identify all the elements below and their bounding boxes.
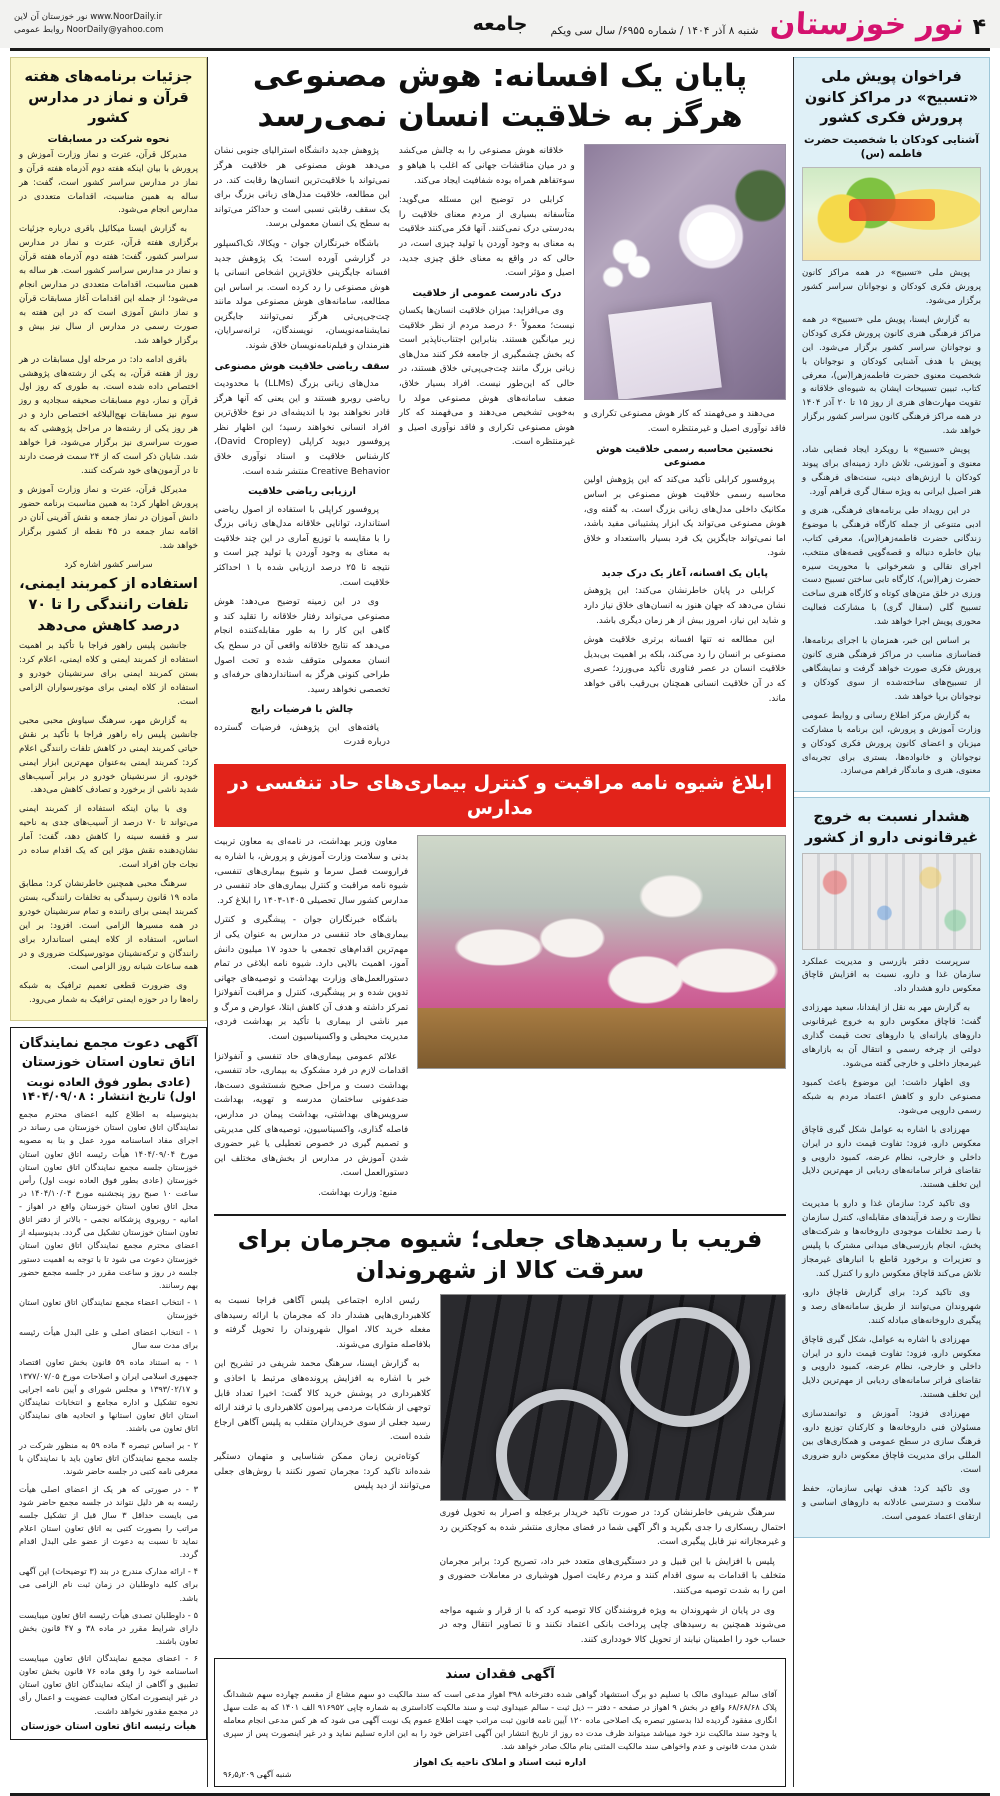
- sidebar-story-tasbih: [793, 57, 990, 792]
- fraud-story: [214, 1294, 786, 1652]
- lead-paragraph: می‌دهند و می‌فهمند که کار هوش مصنوعی تکراری و فاقد نوآوری اصیل و غیرمنتظره است.: [584, 407, 786, 436]
- cooperative-assembly-ad: [10, 1027, 207, 1739]
- left-sidebar: [10, 57, 207, 1787]
- lead-paragraph: وی می‌افزاید: میزان خلاقیت انسان‌ها یکسان نیست؛ معمولاً ۶۰ درصد مردم از نظر خلاقیت زیر میانگین هستند. بنابراین اجتناب‌ناپذیر است که بخش چشمگیری از جامعه فکر کنند مدل‌های زبانی بزرگ مانند چت‌جی‌پی‌تی خلاق هستند، در حالی که این‌طور نیست. افراد بسیار خلاق، ضعف سامانه‌های هوش مصنوعی مولد را به‌خوبی تشخیص می‌دهند و می‌فهمند که کار هوش مصنوعی تکراری و فاقد نوآوری اصیل و غیرمنتظره است.: [399, 304, 575, 450]
- handcuffs-on-laptop-photo: [440, 1294, 786, 1501]
- school-health-story: [214, 835, 786, 1205]
- lead-paragraph: این مطالعه نه تنها افسانه برتری خلاقیت هوش مصنوعی بر انسان را رد می‌کند، بلکه بر اهمیت بی‌بدیل خلاقیت انسان در عصر فناوری تأکید می‌ورزد؛ عصری که در آن خلاقیت انسانی همچنان بی‌رقیب باقی خواهد ماند.: [584, 633, 786, 706]
- coop-ad-paragraph: ۴ - ارائه مدارک مندرج در بند (۳ توضیحات) این آگهی برای کلیه داوطلبان در زمان ثبت نام الزامی می باشد.: [19, 1565, 198, 1604]
- lead-paragraph: پروفسور کرابلی تأکید می‌کند که این پژوهش اولین محاسبه رسمی خلاقیت هوش مصنوعی بر اساس مکانیک داخلی مدل‌های زبانی بزرگ است. به گفته وی، هوش مصنوعی می‌تواند یک ابزار پشتیبانی مفید باشد، اما نمی‌تواند جایگزین یک فرد بسیار بااستعداد و خلاق شود.: [584, 473, 786, 561]
- fraud-text-col: [214, 1294, 430, 1652]
- coop-ad-paragraph: ۳ - در صورتی که هر یک از اعضای اصلی هیأت رئیسه به هر دلیل نتواند در جلسه مجمع حاضر شود می بایست حداقل ۳ سال قبل از تشکیل جلسه مراتب را بصورت کتبی به اتاق تعاون استان اعلام نماید تا نسبت به دعوت از عضو علی البدل اقدام گردد.: [19, 1483, 198, 1562]
- quran-paragraph: باقری ادامه داد: در مرحله اول مسابقات در هر روز از هفته قرآن، به یکی از رشته‌های پژوهشی اختصاص داده شده است. به طوری که روز اول قرآن و نماز، دوم مسابقات صحیفه سجادیه و روز سوم نیز مسابقات نهج‌البلاغه اختصاص دارد و در هر روز یکی از رشته‌ها در مراحل پژوهشی که به صورت سراسری نیز برگزار می‌شود، فرا خواهد شد. شایان ذکر است که از ۲۴ سمت فرصت دارند تا در آزمون‌های خود شرکت کنند.: [19, 354, 198, 479]
- lead-paragraph: پژوهش جدید دانشگاه استرالیای جنوبی نشان می‌دهد هوش مصنوعی هر خلاقیت هرگز نمی‌تواند با خلاقیت‌ترین انسان‌ها رقابت کند. در این مطالعه، خلاقیت مدل‌های زبانی بزرگ برای یک سقف رقابتی نسبی است و حداکثر می‌تواند به سطح یک انسان معمولی برسد.: [214, 144, 390, 232]
- quran-kicker: نحوه شرکت در مسابقات: [19, 134, 198, 145]
- lead-paragraph: باشگاه خبرنگاران جوان - ویکالا، تک‌اکسپلور در گزارشی آورده است: یک پژوهش جدید افسانه جایگزینی خلاق‌ترین اشخاص انسانی با هوش مصنوعی را رد کرده است. بر اساس این مطالعه، سامانه‌های هوش مصنوعی مولد مانند چت‌جی‌پی‌تی هرگز نمی‌توانند جایگزین نمایشنامه‌نویسان، نویسندگان، ترانه‌سرایان، هنرمندان و فیلم‌نامه‌نویسان خلاق شوند.: [214, 237, 390, 354]
- lost-doc-title: آگهی فقدان سند: [223, 1666, 777, 1684]
- lost-doc-body: آقای سالم عبیداوی مالک با تسلیم دو برگ استشهاد گواهی شده دفترخانه ۳۹۸ اهواز مدعی است که سند مالکیت دو سهم مشاع از مقسم چهارده سهم ششدانگ پلاک ۶۸/۶۸/۶۸ واقع در بخش ۹ اهواز در صفحه - دفتر -- ذیل ثبت - سالم عبیداوی ثبت و سند مالکیت کاداستری به شماره چاپی ۹۱۶۹۵۲ الف ۱۴۰۱ که به علت سهل انگاری مفقود گردیده لذا بدستور تبصره یک اصلاحی ماده ۱۲۰ آیین نامه قانون ثبت مراتب جهت اطلاع عموم یک نوبت آگهی می شود که هر کس مدعی انجام معامله یا وجود سند مالکیت نزد خود میباشد میتواند ظرف مدت ده روز از تاریخ انتشار این آگهی اعتراض خود را به این اداره تسلیم نماید و در غیر اینصورت پس از سپری شدن مدت قانونی و عدم واخواهی سند مالکیت المثنی بنام مالک صادر خواهد شد.: [223, 1688, 777, 1754]
- coop-ad-paragraph: بدینوسیله به اطلاع کلیه اعضای محترم مجمع نمایندگان اتاق تعاون استان خوزستان می رساند در اجرای مفاد اساسنامه مورد عمل و بنا به مصوبه مورخ ۱۴۰۴/۰۹/۰۴ هیأت رئیسه اتاق تعاون استان خوزستان جلسه مجمع نمایندگان اتاق تعاون استان خوزستان (عادی بطور فوق العاده نوبت اول) رأس ساعت ۱۰ صبح روز پنجشنبه مورخ ۱۴۰۴/۱۰/۰۴ در محل اتاق تعاون استان خوزستان واقع در اهواز - امانیه - روبروی پزشکانه نجمی - بالاتر از دفتر اتاق تعاون استان خوزستان تشکیل می گردد. بدینوسیله از اعضای محترم مجمع نمایندگان اتاق تعاون استان خوزستان دعوت می شود تا با توجه به اهمیت دستور جلسه در روز و ساعت مقرر در جلسه مجمع حضور بهم رسانند.: [19, 1108, 198, 1292]
- lead-col-a: [584, 144, 786, 755]
- page-body: [0, 51, 1000, 1787]
- pharmacy-shelf-photo: [802, 853, 981, 950]
- email-label: روابط عمومی: [14, 25, 64, 35]
- tasbih-paragraph: در این رویداد طی برنامه‌های فرهنگی، هنری و ادبی متنوعی از جمله کارگاه فرهنگی با موضوع زندگانی حضرت فاطمه‌زهرا(س)، معرفی کتاب، بیان خاطره دنباله و قصه‌گویی قصه‌های منتخب، اجرای نقالی و شعرخوانی با محوریت سیره حضرت زهرا(س)، کارگاه تابی ساختن تسبیح دست ورزی در خلق متن‌های کوتاه و کارگاه هنری ساخت تسبیح گلی (سفال گری) با مشارکت فعالیت محوری پویش اجرا خواهد شد.: [802, 505, 981, 630]
- lead-paragraph: یافته‌های این پژوهش، فرضیات گسترده درباره قدرت: [214, 721, 390, 750]
- coop-ad-paragraph: ۱ - انتخاب اعضاء مجمع نمایندگان اتاق تعاون استان خوزستان: [19, 1296, 198, 1322]
- sidebar-story-drug-smuggling: [793, 797, 990, 1537]
- school-health-banner: ابلاغ شیوه نامه مراقبت و کنترل بیماری‌های حاد تنفسی در مدارس: [214, 764, 786, 827]
- drug-paragraph: مهرزادی با اشاره به عوامل، شکل گیری قاچاق معکوس دارو، فزود: تفاوت قیمت دارو در ایران داخلی و خارجی، نظام عرضه، کمبود دارویی و تقاضای فراتر سامانه‌های ردیابی از مهم‌ترین دلایل این تخلف هستند.: [802, 1334, 981, 1404]
- right-sidebar: [793, 57, 990, 1787]
- lead-paragraph: پروفسور کراپلی با استفاده از اصول ریاضی استاندارد، توانایی خلاقانه مدل‌های زبانی بزرگ را با مقایسه با توزیع آماری در این چند خلاقیت به معنای به وجود آوردن یا تولید چیز است و نتیجه تا ۲۵ درصد ارزیابی شده با ۱ احداکثر خلاقیت است.: [214, 503, 390, 591]
- lost-document-ad: [214, 1658, 786, 1787]
- school-paragraph: معاون وزیر بهداشت، در نامه‌ای به معاون تربیت بدنی و سلامت وزارت آموزش و پرورش، با اشاره به فراروست فصل سرما و شیوع بیماری‌های تنفسی، شیوه نامه مراقبت و کنترل بیماری‌های حاد تنفسی در مدارس کشور سال تحصیلی ۱۴۰۵-۱۴۰۴ را ابلاغ کرد.: [214, 835, 408, 908]
- drug-paragraph: وی تاکید کرد: سازمان غذا و دارو با مدیریت نظارت و رصد فرآیندهای مقابله‌ای، کنترل سازمان با رصد تخلفات موجودی داروخانه‌ها و شرکت‌های پخش، انجام بازرسی‌های میدانی مشترک با پلیس و تعزیرات و برخورد قاطع با انبارهای غیرمجاز تلاش می‌کند قاچاق معکوس دارو را کنترل کند.: [802, 1198, 981, 1282]
- issue-date-line: شنبه ۸ آذر ۱۴۰۴ / شماره ۶۹۵۵/ سال سی ویکم: [551, 25, 759, 37]
- fraud-headline: فریب با رسیدهای جعلی؛ شیوه مجرمان برای سرقت کالا از شهروندان: [214, 1224, 786, 1286]
- lead-col-b: [399, 144, 575, 755]
- lead-subhead: درک نادرست عمومی از خلاقیت: [399, 287, 575, 300]
- fraud-paragraph: سرهنگ شریفی خاطرنشان کرد: در صورت تاکید خریدار برعجله و اصرار به تحویل فوری احتمال ریسکاری را جدی بگیرید و اگر آگهی شما در فضای مجازی منتشر شده به کوچکترین رد و غیرمجازانه نیز قابل پیگیری است.: [440, 1506, 786, 1550]
- seatbelt-pre: سراسر کشور اشاره کرد: [19, 559, 198, 573]
- fraud-paragraph: پلیس با افزایش با این قبیل و در دستگیری‌های متعدد خبر داد، تصریح کرد: برابر مجرمان متخلف با اقدامات به سوی اقدام کنند و مردم رعایت اصول هوشیاری در معاملات حضوری و امن را به شدت توصیه می‌کنند.: [440, 1555, 786, 1599]
- coop-ad-subtitle: (عادی بطور فوق العاده نوبت اول) تاریخ انتشار : ۱۴۰۴/۰۹/۰۸: [19, 1075, 198, 1103]
- masthead-contact: [14, 11, 163, 37]
- seatbelt-paragraph: جانشین پلیس راهور فراجا با تأکید بر اهمیت استفاده از کمربند ایمنی و کلاه ایمنی، اعلام کرد: بستن کمربند ایمنی برای سرنشینان خودرو و استفاده از کلاه ایمنی برای موتورسواران الزامی است.: [19, 640, 198, 710]
- main-content: [207, 57, 793, 1787]
- masked-schoolgirls-photo: [417, 835, 786, 1069]
- fraud-photo-col: [440, 1294, 786, 1652]
- lead-paragraph: کرابلی در پایان خاطرنشان می‌کند: این پژوهش نشان می‌دهد که جهان هنوز به انسان‌های خلاق نیاز دارد و شاید این نیاز، امروز بیش از هر زمان دیگری باشد.: [584, 584, 786, 628]
- email-address[interactable]: NoorDaily@yahoo.com: [66, 25, 163, 35]
- lead-col-c: [214, 144, 390, 755]
- seatbelt-paragraph: سرهنگ محبی همچنین خاطرنشان کرد: مطابق ماده ۱۹ قانون رسیدگی به تخلفات رانندگی، بستن کمربند ایمنی برای راننده و تمام سرنشینان خودرو در همه مسیرها الزامی است. افزود: بر این اساس، استفاده از کلاه ایمنی استاندارد برای رانندگان و ترکه‌نشینان موتورسیکلت ضروری و در همه ساعات شبانه روز الزامی است.: [19, 878, 198, 975]
- fraud-paragraph: وی در پایان از شهروندان به ویژه فروشندگان کالا توصیه کرد که با از قرار و شبهه مواجه می‌شوند همچنین به رسیدهای چاپی پرداخت بانکی اعتماد نکنند و تا تصاویر انتقال وجه در حساب خود را اطمینان نیابند از تحویل کالا خودداری کنند.: [440, 1604, 786, 1648]
- lead-subhead: نخستین محاسبه رسمی خلاقیت هوش مصنوعی: [584, 443, 786, 470]
- lost-doc-signature: اداره ثبت اسناد و املاک ناحیه یک اهواز: [223, 1758, 777, 1768]
- tea-and-book-photo: [584, 144, 786, 400]
- drug-paragraph: وی تاکید کرد: برای گزارش قاچاق دارو، شهروندان می‌توانند از طریق سامانه‌های رصد و پیگیری داروخانه‌های مبادله کنند.: [802, 1287, 981, 1329]
- drug-paragraph: سرپرست دفتر بازرسی و مدیریت عملکرد سازمان غذا و دارو، نسبت به افزایش قاچاق معکوس دارو هشدار داد.: [802, 956, 981, 998]
- drug-paragraph: وی تاکید کرد: هدف نهایی سازمان، حفظ سلامت و دسترسی عادلانه به داروهای اساسی و ارتقای اعتماد عمومی است.: [802, 1483, 981, 1525]
- lead-paragraph: خلاقانه هوش مصنوعی را به چالش می‌کشد و در میان مناقشات جهانی که اغلب با هیاهو و سوءتفاهم همراه بوده شفافیت ایجاد می‌کند.: [399, 144, 575, 188]
- school-paragraph: علائم عمومی بیماری‌های حاد تنفسی و آنفولانزا اقدامات لازم در فرد مشکوک به بیماری، حاد تنفسی، بهداشت دست و مراحل صحیح شستشوی دست‌ها، ضدعفونی ساختمان مدرسه و تهویه، بهداشت سرویس‌های بهداشتی، بهداشت پیمان در مدارس، فاصله گذاری، واکسیناسیون، توصیه‌های کلی مدیریتی و تصمیم گیری در خصوص تعطیلی یا غیر حضوری شدن آموزش در مدارس از بخش‌های مختلف این دستورالعمل است.: [214, 1050, 408, 1181]
- lead-paragraph: مدل‌های زبانی بزرگ (LLMs) با محدودیت ریاضی روبرو هستند و این یعنی که آنها هرگز قادر نخواهند بود با اندیشه‌ای در نوع خلاق‌ترین افراد انسانی نخواهند رسید؛ این اظهار نظر پروفسور دیوید کراپلی (David Cropley)، کارشناس خلاقیت و استاد نوآوری خلاق Creative Behavior منتشر شده است.: [214, 377, 390, 479]
- drug-paragraph: مهرزادی فزود: آموزش و توانمندسازی مسئولان فنی داروخانه‌ها و کارکنان توزیع دارو، فرهنگ سازی در سطح عمومی و همکاری‌های بین المللی برای مدیریت قاچاق معکوس دارو ضروری است.: [802, 1408, 981, 1478]
- fraud-paragraph: رئیس اداره اجتماعی پلیس آگاهی فراجا نسبت به کلاهبرداری‌هایی هشدار داد که مجرمان با ارائه رسیدهای مغعله خرید کالا، اموال شهروندان را تحویل گرفته و بلافاصله متواری می‌شوند.: [214, 1294, 430, 1352]
- school-paragraph: باشگاه خبرنگاران جوان - پیشگیری و کنترل بیماری‌های حاد تنفسی در مدارس به عنوان یکی از مهم‌ترین اقدام‌های تجمعی با حدود ۱۷ میلیون دانش آموز، اهمیت بالایی دارد. شیوه نامه ابلاغی در تمام دستورالعمل‌های وزارت بهداشت و توصیه‌های جهانی تدوین شده و بر پیشگیری، کنترل و مراقبت آنفولانزا تمرکز داشته و هدف آن کاهش ابتلا، عوارض و مرگ و میر ناشی از بیماری با تأکید بر بهداشت فردی، مدیریت محیطی و واکسیناسیون است.: [214, 913, 408, 1044]
- tasbih-headline: فراخوان پویش ملی «تسبیح» در مراکز کانون پرورش فکری کشور: [802, 67, 981, 129]
- site-label: نور خوزستان آن لاین: [14, 12, 88, 22]
- tasbih-paragraph: بر اساس این خبر، همزمان با اجرای برنامه‌ها، فضاسازی مناسب در مراکز فرهنگی هنری کانون پرورش فکری صورت خواهد گرفت و نمایشگاهی از تسبیح‌های ساخته‌شده از سوی کودکان و نوجوانان برپا خواهد شد.: [802, 635, 981, 705]
- tasbih-paragraph: به گزارش مرکز اطلاع رسانی و روابط عمومی وزارت آموزش و پرورش، این برنامه با مشارکت میزبان و اعضای کانون پرورش فکری کودکان و نوجوانان و خانواده‌ها، بستری برای تجربه‌ای معنوی، هنری و ماندگار فراهم می‌سازد.: [802, 710, 981, 780]
- lost-doc-code: شنبه آگهی ۹۶٫۵٫۲۰۹: [223, 1770, 777, 1779]
- seatbelt-paragraph: وی با بیان اینکه استفاده از کمربند ایمنی می‌تواند تا ۷۰ درصد از آسیب‌های جدی به ناحیه سر و قفسه سینه را کاهش دهد، گفت: آمار نشان‌دهنده نقش مؤثر این که یک اقدام ساده در نجات جان افراد است.: [19, 803, 198, 873]
- seatbelt-paragraph: وی ضرورت قطعی تعمیم ترافیک به شبکه راه‌ها را در حوزه ایمنی ترافیک به شمار می‌رود.: [19, 980, 198, 1008]
- coop-ad-title: آگهی دعوت مجمع نمایندگان اتاق تعاون استان خوزستان: [19, 1035, 198, 1072]
- coop-ad-paragraph: ۶ - اعضای مجمع نمایندگان اتاق تعاون میبایست اساسنامه خود را وفق ماده ۷۶ قانون بخش تعاون تطبیق و آگاهی از اینکه نمایندگان اتاق تعاون استان در غیر اینصورت امکان فعالیت عضویت و اعمال رأی در مجمع مقدور نخواهد داشت.: [19, 1652, 198, 1718]
- masthead-brand: [551, 7, 986, 42]
- lead-headline: پایان یک افسانه: هوش مصنوعی هرگز به خلاقیت انسان نمی‌رسد: [214, 57, 786, 136]
- tasbih-paragraph: پویش «تسبیح» با رویکرد ایجاد فضایی شاد، معنوی و آموزشی، تلاش دارد زمینه‌ای برای پیوند کودکان با ارزش‌های دینی، سنت‌های فرهنگی و هنر اصیل ایرانی به ویژه سفال گری فراهم آورد.: [802, 444, 981, 500]
- coop-ad-signature: هیأت رئیسه اتاق تعاون استان خوزستان: [19, 1722, 198, 1732]
- lead-paragraph: کرابلی در توضیح این مسئله می‌گوید: متأسفانه بسیاری از مردم معنای خلاقیت را به‌درستی درک نمی‌کنند. آنها فکر می‌کنند خلاقیت به معنای به وجود آوردن یا تولید چیزی است، در حالی که در واقع به معنای خلق چیزی جدید، اصیل و مؤثر است.: [399, 193, 575, 281]
- drug-paragraph: وی اظهار داشت: این موضوع باعث کمبود مصنوعی دارو و کاهش اعتماد مردم به شبکه رسمی دارویی می‌شود.: [802, 1077, 981, 1119]
- school-photo-col: [417, 835, 786, 1205]
- quran-headline: جزئیات برنامه‌های هفته قرآن و نماز در مدارس کشور: [19, 67, 198, 129]
- page-number: ۴: [973, 15, 986, 40]
- lead-story: [214, 144, 786, 755]
- newspaper-logo: نور خوزستان: [770, 7, 966, 42]
- drug-paragraph: مهرزادی با اشاره به عوامل شکل گیری قاچاق معکوس دارو، فزود: تفاوت قیمت دارو در ایران داخلی و خارجی، نظام عرضه، کمبود دارویی و تقاضای فراتر سامانه‌های ردیابی از مهم‌ترین دلایل این تخلف هستند.: [802, 1124, 981, 1194]
- section-divider: [214, 1214, 786, 1216]
- tasbih-paragraph: به گزارش ایسنا، پویش ملی «تسبیح» در همه مراکز فرهنگی هنری کانون پرورش فکری کودکان و نوجوانان سراسر کشور برگزار می‌شود. این پویش با هدف آشنایی کودکان و نوجوانان با شخصیت معنوی حضرت فاطمه‌زهرا(س)، معرفی کتاب، تبیین تسبیحات ایشان به شیوه‌ای خلاقانه و تقویت مهارت‌های هنری از روز ۱۵ تا ۲۰ آذر ۱۴۰۴ در همه مراکز فرهنگی کانون سراسر کشور برگزار خواهد شد.: [802, 314, 981, 439]
- school-text-col: [214, 835, 408, 1205]
- masthead: [0, 0, 1000, 48]
- tasbih-paragraph: پویش ملی «تسبیح» در همه مراکز کانون پرورش فکری کودکان و نوجوانان سراسر کشور برگزار می‌شود.: [802, 267, 981, 309]
- fraud-paragraph: به گزارش ایسنا، سرهنگ محمد شریفی در تشریح این خبر با اشاره به افزایش پرونده‌های مرتبط با اخاذی و کلاهبرداری در پوشش خرید کالا گفت: اخیرا تعداد قابل توجهی از شکایات مردمی پیرامون کلاهبرداری با ترفند ارائه رسید جعلی از سوی خریداران متقلب به پلیس آگاهی ارجاع شده است.: [214, 1357, 430, 1445]
- seatbelt-paragraph: به گزارش مهر، سرهنگ سیاوش محبی محبی جانشین پلیس راه راهور فراجا با تأکید بر نقش حیاتی کمربند ایمنی در کاهش تلفات رانندگی اعلام کرد: کمربند ایمنی به‌عنوان مهم‌ترین ابزار ایمنی خودرو، از سرنشینان خودرو در برابر آسیب‌های شدید ناشی از برخورد و تصادف کاهش می‌دهد.: [19, 715, 198, 799]
- lead-subhead: سقف ریاضی خلاقیت هوش مصنوعی: [214, 360, 390, 373]
- fraud-paragraph: کوتاه‌ترین زمان ممکن شناسایی و متهمان دستگیر شده‌اند تاکید کرد: مجرمان تصور نکنند با روش‌های جعلی می‌توانند از دید پلیس: [214, 1450, 430, 1494]
- coop-ad-paragraph: ۵ - داوطلبان تصدی هیأت رئیسه اتاق تعاون میبایست دارای شرایط مقرر در ماده ۳۸ و ۴۷ قانون بخش تعاون باشند.: [19, 1609, 198, 1648]
- quran-paragraph: به گزارش ایسنا میکائیل باقری درباره جزئیات برگزاری هفته قرآن، عترت و نماز در مدارس سراسر کشور، گفت: هفته دوم آذرماه هفته قرآن و نماز در مدارس سراسر کشور است. هر ساله به همین مناسبت، اقدامات متعددی در مدارس انجام می‌شود؛ از جمله این اقدامات آغاز مسابقات قرآن و نماز دانش آموزی است که در این هفته به صورت رسمی در مدارس از سال نیز بیش و برگزار خواهد شد.: [19, 223, 198, 348]
- sidebar-story-quran-week: [10, 57, 207, 1021]
- section-title: جامعه: [473, 13, 528, 35]
- seatbelt-headline: استفاده از کمربند ایمنی، تلفات رانندگی را تا ۷۰ درصد کاهش می‌دهد: [19, 574, 198, 636]
- tasbih-subhead: آشنایی کودکان با شخصیت حضرت فاطمه (س): [802, 133, 981, 162]
- lead-subhead: چالش با فرضیات رایج: [214, 703, 390, 716]
- lead-paragraph: وی در این زمینه توضیح می‌دهد: هوش مصنوعی می‌تواند رفتار خلاقانه را تقلید کند و گاهی این کار را به طور مقابله‌کننده انجام می‌دهد که نتایج خلاقانه واقعی آن در سطح یک انسان معمولی متوقف شده و تحت اصول طراحی کنونی هرگز به استانداردهای حرفه‌ای و تخصصی نخواهد رسید.: [214, 595, 390, 697]
- drug-headline: هشدار نسبت به خروج غیرقانونی دارو از کشور: [802, 807, 981, 848]
- quran-paragraph: مدیرکل قرآن، عترت و نماز وزارت آموزش و پرورش با بیان اینکه هفته دوم آذرماه هفته قرآن و نماز در مدارس سراسر کشور است، گفت: هر ساله به همین مناسبت، اقدامات متعددی در مدارس انجام می‌شود.: [19, 149, 198, 219]
- tasbih-photo: [802, 167, 981, 261]
- quran-paragraph: مدیرکل قرآن، عترت و نماز وزارت آموزش و پرورش اظهار کرد: به همین مناسبت برنامه حضور دانش آموزان در نماز جمعه و نقش آفرینی آنان در اقامه نماز جمعه در ۴۵ نقطه از کشور برگزار خواهد شد.: [19, 484, 198, 554]
- coop-ad-paragraph: ۱ - انتخاب اعضای اصلی و علی البدل هیأت رئیسه برای مدت سه سال: [19, 1326, 198, 1352]
- lead-subhead: پایان یک افسانه، آغاز یک درک جدید: [584, 567, 786, 580]
- lead-subhead: ارزیابی ریاضی خلاقیت: [214, 485, 390, 498]
- coop-ad-paragraph: ۲ - بر اساس تبصره ۴ ماده ۵۹ به منظور شرکت در جلسه مجمع نمایندگان اتاق تعاون باید با نمایندگان با معرفی نامه کتبی در جلسه حاضر شوند.: [19, 1439, 198, 1478]
- drug-paragraph: به گزارش مهر به نقل از ایفدانا، سعید مهرزادی گفت: قاچاق معکوس دارو به خروج غیرقانونی داروهای یارانه‌ای یا داروهای تحت قیمت گذاری دولتی از چرخه رسمی و انتقال آن به بازارهای غیرمجاز داخلی و خارجی گفته می‌شود.: [802, 1002, 981, 1072]
- coop-ad-paragraph: ۱ - به استناد ماده ۵۹ قانون بخش تعاون اقتصاد جمهوری اسلامی ایران و اصلاحات مورخ ۱۳۷۷/۰۷/۰۵ و ۱۳۹۳/۰۲/۱۷ و مجلس شورای و آیین نامه اجرایی نحوه تشکیل و اداره مجامع و انتخابات نمایندگان استان اتاق تعاون استانها و اتحادیه های نمایندگان اتاق تعاون می باشند.: [19, 1356, 198, 1435]
- site-url[interactable]: www.NoorDaily.ir: [90, 12, 162, 22]
- school-source: منبع: وزارت بهداشت.: [214, 1186, 408, 1201]
